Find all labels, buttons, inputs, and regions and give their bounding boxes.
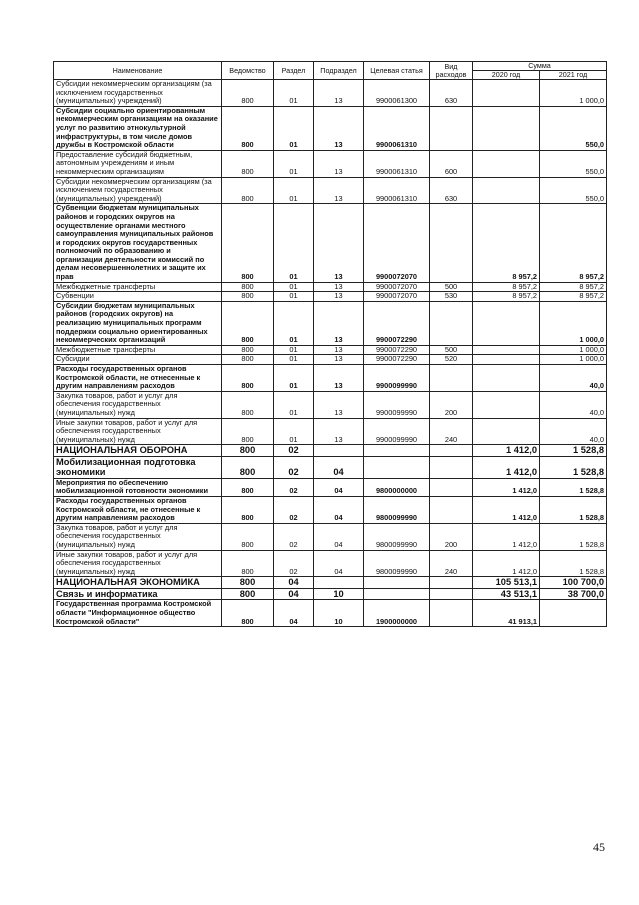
cell-razdel: 01 [274,150,314,177]
header-vedomstvo: Ведомство [222,62,274,80]
cell-name: Мероприятия по обеспечению мобилизационной готовности экономики [54,478,222,496]
cell-razdel: 02 [274,497,314,524]
cell-expense-type: 500 [430,282,473,292]
cell-target-article: 9900072290 [364,345,430,355]
cell-vedomstvo: 800 [222,550,274,577]
table-row [54,391,607,418]
cell-expense-type: 530 [430,292,473,302]
cell-vedomstvo: 800 [222,106,274,150]
cell-vedomstvo: 800 [222,355,274,365]
cell-vedomstvo: 800 [222,588,274,600]
cell-sum-2020: 105 513,1 [473,577,540,589]
header-year-2020: 2020 год [473,71,540,80]
cell-target-article: 9900061300 [364,80,430,107]
cell-name: Субсидии бюджетам муниципальных районов (городских округов) на реализацию муниципальных программ поддержки социально ориентированных некоммерческих организаций [54,301,222,345]
cell-sum-2021: 1 000,0 [540,80,607,107]
cell-razdel: 01 [274,292,314,302]
cell-razdel: 02 [274,550,314,577]
cell-name: Связь и информатика [54,588,222,600]
cell-razdel: 01 [274,106,314,150]
cell-target-article [364,445,430,457]
cell-sum-2020 [473,418,540,445]
table-row [54,80,607,107]
cell-name: Субсидии некоммерческим организациям (за исключением государственных (муниципальных) учреждений) [54,177,222,204]
header-year-2021: 2021 год [540,71,607,80]
cell-podrazdel: 13 [314,106,364,150]
cell-sum-2021: 550,0 [540,177,607,204]
cell-razdel: 02 [274,523,314,550]
cell-expense-type: 630 [430,80,473,107]
cell-name: НАЦИОНАЛЬНАЯ ЭКОНОМИКА [54,577,222,589]
cell-target-article: 9900061310 [364,106,430,150]
cell-sum-2020: 1 412,0 [473,497,540,524]
cell-sum-2020: 1 412,0 [473,445,540,457]
cell-vedomstvo: 800 [222,177,274,204]
cell-expense-type [430,577,473,589]
cell-podrazdel: 13 [314,282,364,292]
table-row [54,355,607,365]
cell-sum-2021: 1 528,8 [540,497,607,524]
table-row [54,497,607,524]
cell-podrazdel: 04 [314,456,364,478]
cell-sum-2021 [540,600,607,627]
page-number: 45 [593,840,605,854]
table-row [54,550,607,577]
cell-name: Расходы государственных органов Костромской области, не отнесенные к другим направлениям расходов [54,497,222,524]
table-row [54,292,607,302]
cell-vedomstvo: 800 [222,345,274,355]
cell-sum-2021: 1 528,8 [540,523,607,550]
cell-name: Закупка товаров, работ и услуг для обеспечения государственных (муниципальных) нужд [54,391,222,418]
cell-sum-2021: 100 700,0 [540,577,607,589]
cell-name: Предоставление субсидий бюджетным, автономным учреждениям и иным некоммерческим организациям [54,150,222,177]
cell-vedomstvo: 800 [222,418,274,445]
cell-sum-2020 [473,301,540,345]
table-row [54,345,607,355]
cell-podrazdel: 13 [314,177,364,204]
cell-sum-2021: 1 528,8 [540,478,607,496]
cell-razdel: 01 [274,177,314,204]
cell-vedomstvo: 800 [222,150,274,177]
cell-sum-2021: 40,0 [540,391,607,418]
cell-sum-2021: 8 957,2 [540,292,607,302]
cell-expense-type: 240 [430,418,473,445]
cell-target-article [364,577,430,589]
cell-vedomstvo: 800 [222,282,274,292]
cell-sum-2021: 38 700,0 [540,588,607,600]
cell-name: Расходы государственных органов Костромской области, не отнесенные к другим направлениям расходов [54,365,222,392]
cell-podrazdel: 10 [314,600,364,627]
cell-expense-type: 520 [430,355,473,365]
cell-razdel: 01 [274,80,314,107]
cell-expense-type [430,456,473,478]
table-row [54,204,607,282]
cell-expense-type [430,588,473,600]
cell-target-article: 9900099990 [364,418,430,445]
table-row [54,577,607,589]
cell-sum-2020 [473,106,540,150]
cell-target-article: 9900099990 [364,391,430,418]
cell-target-article: 9800099990 [364,497,430,524]
cell-razdel: 02 [274,478,314,496]
cell-expense-type: 500 [430,345,473,355]
header-sum: Сумма [473,62,607,71]
table-row [54,150,607,177]
table-row [54,301,607,345]
cell-expense-type [430,301,473,345]
cell-sum-2020: 1 412,0 [473,478,540,496]
cell-sum-2021: 1 000,0 [540,301,607,345]
cell-podrazdel: 13 [314,301,364,345]
cell-podrazdel: 04 [314,523,364,550]
cell-podrazdel: 13 [314,292,364,302]
cell-expense-type: 200 [430,391,473,418]
cell-razdel: 01 [274,282,314,292]
cell-sum-2020: 8 957,2 [473,282,540,292]
cell-vedomstvo: 800 [222,80,274,107]
table-row [54,106,607,150]
cell-podrazdel: 13 [314,345,364,355]
cell-razdel: 01 [274,355,314,365]
cell-sum-2021: 40,0 [540,365,607,392]
cell-podrazdel: 13 [314,355,364,365]
cell-expense-type [430,497,473,524]
cell-podrazdel: 04 [314,550,364,577]
cell-name: Субвенции бюджетам муниципальных районов и городских округов на осуществление органами местного самоуправления муниципальных районов и городских округов государственных полномочий по образованию и организации деятельности комиссий по делам несовершеннолетних и защите их прав [54,204,222,282]
cell-razdel: 04 [274,577,314,589]
cell-sum-2021: 1 000,0 [540,355,607,365]
cell-vedomstvo: 800 [222,523,274,550]
cell-target-article: 9800000000 [364,478,430,496]
cell-target-article [364,456,430,478]
cell-podrazdel: 13 [314,391,364,418]
cell-target-article: 9800099990 [364,523,430,550]
table-row [54,445,607,457]
cell-sum-2020: 41 913,1 [473,600,540,627]
cell-name: НАЦИОНАЛЬНАЯ ОБОРОНА [54,445,222,457]
cell-sum-2020 [473,345,540,355]
cell-sum-2021: 8 957,2 [540,282,607,292]
cell-sum-2021: 1 000,0 [540,345,607,355]
header-name: Наименование [54,62,222,80]
cell-razdel: 04 [274,600,314,627]
cell-expense-type [430,106,473,150]
cell-razdel: 04 [274,588,314,600]
cell-name: Межбюджетные трансферты [54,282,222,292]
cell-target-article: 1900000000 [364,600,430,627]
cell-target-article: 9900072070 [364,204,430,282]
cell-name: Субсидии социально ориентированным некоммерческим организациям на оказание услуг по развитию этнокультурной инфраструктуры, в том числе домов дружбы в Костромской области [54,106,222,150]
cell-expense-type: 240 [430,550,473,577]
cell-sum-2020: 8 957,2 [473,204,540,282]
table-row [54,600,607,627]
cell-name: Иные закупки товаров, работ и услуг для обеспечения государственных (муниципальных) нужд [54,550,222,577]
cell-razdel: 02 [274,456,314,478]
cell-name: Иные закупки товаров, работ и услуг для обеспечения государственных (муниципальных) нужд [54,418,222,445]
cell-sum-2020: 8 957,2 [473,292,540,302]
cell-target-article: 9900061310 [364,150,430,177]
cell-razdel: 01 [274,391,314,418]
cell-vedomstvo: 800 [222,456,274,478]
cell-vedomstvo: 800 [222,292,274,302]
cell-podrazdel: 13 [314,365,364,392]
cell-podrazdel: 04 [314,497,364,524]
cell-target-article: 9900072290 [364,355,430,365]
cell-target-article: 9900072290 [364,301,430,345]
cell-vedomstvo: 800 [222,301,274,345]
cell-expense-type: 200 [430,523,473,550]
cell-razdel: 01 [274,345,314,355]
cell-razdel: 02 [274,445,314,457]
cell-vedomstvo: 800 [222,445,274,457]
cell-podrazdel: 13 [314,418,364,445]
table-row [54,523,607,550]
cell-vedomstvo: 800 [222,497,274,524]
cell-vedomstvo: 800 [222,365,274,392]
cell-name: Межбюджетные трансферты [54,345,222,355]
header-expense-type: Вид расходов [430,62,473,80]
cell-vedomstvo: 800 [222,577,274,589]
cell-podrazdel: 13 [314,150,364,177]
cell-sum-2020: 43 513,1 [473,588,540,600]
cell-target-article: 9900061310 [364,177,430,204]
cell-expense-type: 600 [430,150,473,177]
cell-expense-type [430,365,473,392]
cell-expense-type [430,204,473,282]
cell-vedomstvo: 800 [222,478,274,496]
cell-target-article: 9900099990 [364,365,430,392]
cell-expense-type [430,600,473,627]
cell-sum-2020 [473,391,540,418]
cell-razdel: 01 [274,365,314,392]
cell-expense-type: 630 [430,177,473,204]
table-row [54,456,607,478]
cell-podrazdel: 10 [314,588,364,600]
table-row [54,365,607,392]
header-target-article: Целевая статья [364,62,430,80]
cell-sum-2020 [473,80,540,107]
header-podrazdel: Подраздел [314,62,364,80]
table-row [54,478,607,496]
cell-name: Мобилизационная подготовка экономики [54,456,222,478]
cell-expense-type [430,445,473,457]
cell-expense-type [430,478,473,496]
cell-target-article: 9900072070 [364,292,430,302]
cell-sum-2021: 1 528,8 [540,456,607,478]
cell-name: Закупка товаров, работ и услуг для обеспечения государственных (муниципальных) нужд [54,523,222,550]
cell-vedomstvo: 800 [222,391,274,418]
cell-razdel: 01 [274,204,314,282]
table-body [54,80,607,627]
cell-target-article: 9900072070 [364,282,430,292]
cell-razdel: 01 [274,301,314,345]
cell-sum-2020 [473,177,540,204]
cell-sum-2021: 550,0 [540,106,607,150]
cell-sum-2020 [473,150,540,177]
cell-podrazdel: 13 [314,80,364,107]
cell-name: Субвенции [54,292,222,302]
cell-podrazdel: 04 [314,478,364,496]
cell-target-article [364,588,430,600]
cell-name: Субсидии [54,355,222,365]
cell-razdel: 01 [274,418,314,445]
cell-sum-2020: 1 412,0 [473,523,540,550]
cell-target-article: 9800099990 [364,550,430,577]
cell-sum-2020 [473,355,540,365]
cell-sum-2020: 1 412,0 [473,456,540,478]
cell-name: Государственная программа Костромской области "Информационное общество Костромской области" [54,600,222,627]
cell-name: Субсидии некоммерческим организациям (за исключением государственных (муниципальных) учреждений) [54,80,222,107]
cell-podrazdel [314,445,364,457]
cell-sum-2021: 1 528,8 [540,445,607,457]
table-row [54,177,607,204]
cell-vedomstvo: 800 [222,600,274,627]
table-row [54,418,607,445]
cell-vedomstvo: 800 [222,204,274,282]
budget-table [53,61,607,627]
cell-sum-2021: 8 957,2 [540,204,607,282]
cell-sum-2020 [473,365,540,392]
table-row [54,282,607,292]
cell-sum-2021: 1 528,8 [540,550,607,577]
cell-sum-2021: 40,0 [540,418,607,445]
cell-sum-2021: 550,0 [540,150,607,177]
cell-sum-2020: 1 412,0 [473,550,540,577]
table-row [54,588,607,600]
header-razdel: Раздел [274,62,314,80]
cell-podrazdel: 13 [314,204,364,282]
cell-podrazdel [314,577,364,589]
